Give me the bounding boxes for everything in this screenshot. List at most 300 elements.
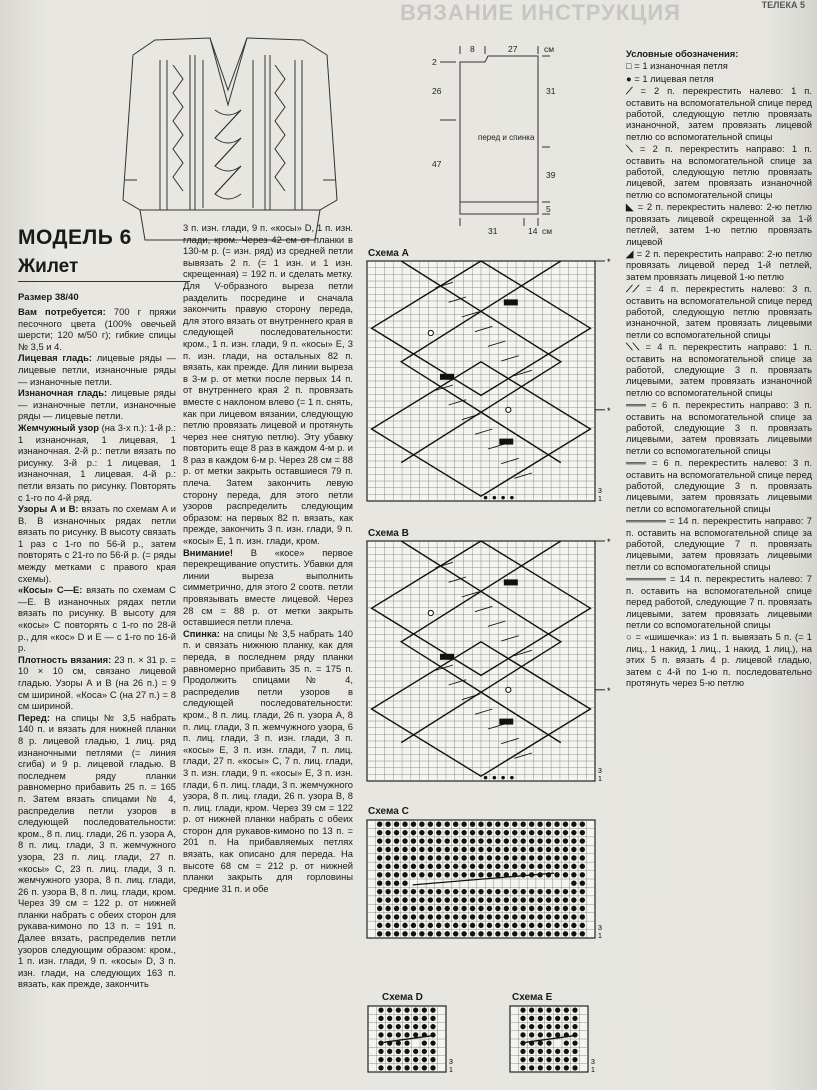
legend-item [626,457,812,514]
knit-stitch-mark [377,889,382,894]
knit-stitch-mark [504,855,509,860]
knit-stitch-mark [546,855,551,860]
knit-stitch-mark [385,872,390,877]
knit-stitch-mark [422,1024,427,1029]
knit-stitch-mark [445,838,450,843]
knit-stitch-mark [487,838,492,843]
knit-stitch-mark [385,855,390,860]
col1-paragraph [18,306,176,352]
knit-stitch-mark [571,897,576,902]
twist-mark [504,579,518,585]
knit-stitch-mark [419,897,424,902]
knit-stitch-mark [580,830,585,835]
knit-stitch-mark [402,830,407,835]
knit-stitch-mark [554,872,559,877]
knit-stitch-mark [445,864,450,869]
knit-stitch-mark [461,847,466,852]
row-number-1: 1 [598,496,602,503]
knit-stitch-mark [453,838,458,843]
knit-stitch-mark [453,914,458,919]
knit-stitch-mark [572,1057,577,1062]
knit-stitch-mark [428,822,433,827]
knit-stitch-mark [580,889,585,894]
twist-mark [440,374,454,380]
legend-text: = «шишечка»: из 1 п. вывязать 5 п. (= 1 лиц., 1 накид, 1 лиц., 1 накид, 1 лиц.), на этих 5 п. вязать 4 р. лицевой гладью, затем с 4-й по 1-ю п. последовательно протянуть через 5-ю петлю [626,631,812,688]
legend-symbol-icon: ═══ [626,457,646,469]
knit-stitch-mark [504,838,509,843]
legend-symbol-icon: ⟍ [626,143,633,155]
knit-stitch-mark [428,897,433,902]
knit-stitch-mark [430,1024,435,1029]
knit-stitch-mark [377,923,382,928]
knit-stitch-mark [563,923,568,928]
knit-stitch-mark [487,889,492,894]
legend-item [626,85,812,142]
row-mark-star: * [607,537,611,547]
paragraph-heading: Внимание! [183,546,233,558]
knit-stitch-mark [478,838,483,843]
model-size: Размер 38/40 [18,292,79,303]
knit-stitch-mark [538,1049,543,1054]
col1-paragraph [18,422,176,503]
knit-stitch-mark [487,923,492,928]
knit-stitch-mark [554,822,559,827]
knit-stitch-mark [478,931,483,936]
knit-stitch-mark [564,1040,569,1045]
knit-stitch-mark [554,889,559,894]
knit-stitch-mark [385,881,390,886]
knit-stitch-mark [529,822,534,827]
knit-stitch-mark [478,897,483,902]
knit-stitch-mark [571,872,576,877]
knit-stitch-mark [564,1016,569,1021]
legend-text: = 2 п. перекрестить налево: 1 п. оставить на вспомогательной спице перед работой, следующую петлю провязать изнаночной, затем провязать лицевой петлю со вспомогательной спицы [626,85,812,142]
knit-stitch-mark [529,906,534,911]
knit-stitch-mark [538,1032,543,1037]
knit-stitch-mark [378,1065,383,1070]
legend-item [626,248,812,282]
knit-stitch-mark [495,855,500,860]
knit-stitch-mark [413,1057,418,1062]
knit-stitch-mark [411,838,416,843]
knit-stitch-mark [478,855,483,860]
legend-text: = 4 п. перекрестить направо: 1 п. оставить на вспомогательной спице за работой, следующие 3 п. провязать лицевыми, затем провязать изнаночной петлю со вспомогательной спицы [626,341,812,398]
knit-stitch-mark [564,1007,569,1012]
knit-stitch-mark [520,1024,525,1029]
knit-stitch-mark [495,914,500,919]
legend-symbol-icon: ═══ [626,399,646,411]
knit-stitch-mark [495,923,500,928]
knit-stitch-mark [512,931,517,936]
knit-stitch-mark [555,1007,560,1012]
knit-stitch-mark [478,872,483,877]
knit-stitch-mark [402,881,407,886]
knit-stitch-mark [571,881,576,886]
knit-stitch-mark [394,914,399,919]
knit-stitch-mark [377,914,382,919]
knit-stitch-mark [413,1049,418,1054]
knit-stitch-mark [385,830,390,835]
knit-stitch-mark [571,864,576,869]
knit-stitch-mark [572,1065,577,1070]
schematic-label-right-3: 5 [546,204,551,214]
knit-stitch-mark [385,906,390,911]
knit-stitch-mark [554,864,559,869]
knit-stitch-mark [563,838,568,843]
knit-stitch-mark [394,881,399,886]
row-marks [595,537,611,783]
knit-stitch-mark [529,914,534,919]
paragraph-text: вязать по схемам С—Е. В изнаночных рядах петли вязать по рисунку. В высоту для «косы» С повторять с 1-го по 28-й р., для «кос» D и Е — с 1-го по 16-й р. [18,584,176,654]
knit-stitch-mark [385,897,390,902]
knit-stitch-mark [546,1016,551,1021]
knit-stitch-mark [521,914,526,919]
knit-stitch-mark [413,1032,418,1037]
col2-paragraph [183,628,353,895]
legend [626,48,812,689]
knit-stitch-mark [377,897,382,902]
legend-text: = 6 п. перекрестить налево: 3 п. оставить на вспомогательной спице перед работой, следующие 3 п. провязать лицевыми, затем провязать лицевыми петли со вспомогательной спицы [626,457,812,514]
row-number-1: 1 [591,1067,595,1074]
paragraph-heading: «Косы» С—Е: [18,584,83,596]
knit-stitch-mark [445,889,450,894]
col1-paragraph [18,352,176,387]
knit-stitch-mark [520,1040,525,1045]
row-number-1: 1 [598,776,602,783]
knit-stitch-mark [512,906,517,911]
knit-stitch-mark [387,1016,392,1021]
knit-stitch-mark [580,897,585,902]
knit-stitch-mark [470,889,475,894]
knit-stitch-mark [571,889,576,894]
knit-stitch-mark [387,1065,392,1070]
schematic-label-bottom-2: 14 [528,226,538,236]
knit-stitch-mark [546,847,551,852]
knit-stitch-mark [378,1057,383,1062]
knit-stitch-mark [521,838,526,843]
knit-stitch-mark [580,838,585,843]
knit-stitch-mark [495,872,500,877]
paragraph-heading: Вам потребуется: [18,306,106,317]
knit-stitch-mark [529,855,534,860]
schema-a-grid [367,257,611,511]
knit-stitch-mark [419,889,424,894]
knit-stitch-mark [453,931,458,936]
knit-stitch-mark [436,830,441,835]
legend-text: = 2 п. перекрестить направо: 1 п. оставить на вспомогательной спице за работой, следующую петлю провязать лицевой, затем провязать изнаночной петлю со вспомогательной спицы [626,143,812,200]
knit-stitch-mark [387,1032,392,1037]
knit-stitch-mark [428,914,433,919]
knit-stitch-mark [554,855,559,860]
knit-stitch-mark [478,906,483,911]
knit-stitch-mark [436,872,441,877]
knit-stitch-mark [419,822,424,827]
knit-stitch-mark [453,889,458,894]
knit-stitch-mark [404,1065,409,1070]
knit-stitch-mark [529,1057,534,1062]
knit-stitch-mark [495,822,500,827]
knit-stitch-mark [411,872,416,877]
knit-stitch-mark [580,864,585,869]
knit-stitch-mark [580,855,585,860]
title-divider [18,281,190,282]
knit-stitch-mark [495,889,500,894]
knit-stitch-mark [411,847,416,852]
knit-stitch-mark [404,1049,409,1054]
knit-stitch-mark [377,847,382,852]
knit-stitch-mark [430,1007,435,1012]
paragraph-text: (на 3-х п.): 1-й р.: 1 изнаночная, 1 лицевая, 1 изнаночная. 2-й р.: петли вязать по рисунку. 3-й р.: 1 лицевая, 1 изнаночная, 1 лицевая. 4-й р.: петли вязать по рисунку. Повторять с 1-го по 4-й ряд. [18,421,176,503]
knit-stitch-mark [478,822,483,827]
knit-stitch-mark [436,847,441,852]
knit-stitch-mark [411,897,416,902]
knit-stitch-mark [430,1049,435,1054]
knit-stitch-mark [521,864,526,869]
knit-stitch-mark [538,1007,543,1012]
bobble-mark [506,407,511,412]
schema-c-label: Схема С [368,806,409,817]
knit-stitch-mark [520,1016,525,1021]
knit-stitch-mark [428,889,433,894]
schematic-piece-label: перед и спинка [478,133,535,142]
knit-stitch-mark [394,847,399,852]
knit-stitch-mark [512,897,517,902]
knit-stitch-mark [580,881,585,886]
knit-stitch-mark [453,897,458,902]
knit-stitch-mark [546,838,551,843]
knit-stitch-mark [404,1057,409,1062]
knit-stitch-mark [470,914,475,919]
legend-heading: Условные обозначения: [626,48,739,59]
knit-stitch-mark [555,1016,560,1021]
knit-stitch-mark [537,931,542,936]
knit-stitch-mark [419,923,424,928]
paragraph-heading: Плотность вязания: [18,653,112,665]
model-title: МОДЕЛЬ 6 [18,226,132,249]
legend-item [626,201,812,247]
knit-stitch-mark [453,830,458,835]
knit-stitch-mark [572,1007,577,1012]
legend-symbol-icon: ⟋⟋ [626,283,640,295]
knit-stitch-mark [512,864,517,869]
legend-text: = 14 п. перекрестить налево: 7 п. оставить на вспомогательной спице перед работой, следующие 7 п. провязать лицевыми, затем провязать лицевыми петли со вспомогательной спицы [626,573,812,630]
paragraph-heading: Спинка: [183,627,220,639]
knit-stitch-mark [419,838,424,843]
knit-stitch-mark [495,931,500,936]
schematic-label-left-1: 2 [432,57,437,67]
knit-stitch-mark [385,931,390,936]
bobble-mark [428,610,433,615]
knit-stitch-mark [394,864,399,869]
knit-stitch-mark [445,914,450,919]
knit-stitch-mark [461,923,466,928]
knit-stitch-mark [538,1024,543,1029]
knit-stitch-mark [493,776,497,780]
knit-stitch-mark [546,897,551,902]
knit-stitch-mark [571,906,576,911]
knit-stitch-mark [546,923,551,928]
knit-stitch-mark [546,822,551,827]
knit-stitch-mark [422,1049,427,1054]
knit-stitch-mark [529,1007,534,1012]
legend-symbol-icon: ● [626,72,632,84]
knit-stitch-mark [436,923,441,928]
twist-mark [499,719,513,725]
knit-stitch-mark [487,855,492,860]
knit-stitch-mark [402,931,407,936]
legend-item [626,573,812,630]
col1-paragraph [18,503,176,584]
instructions-column-1 [18,306,176,990]
knit-stitch-mark [537,830,542,835]
knit-stitch-mark [546,1065,551,1070]
knit-stitch-mark [520,1065,525,1070]
paragraph-text: 23 п. × 31 р. = 10 × 10 см, связано лицевой гладью. Узоры А и В (на 26 п.) = 9 см шириной. «Коса» С (на 27 п.) = 8 см шириной. [18,653,176,712]
knit-stitch-mark [396,1024,401,1029]
legend-item [626,341,812,398]
knit-stitch-mark [564,1049,569,1054]
knit-stitch-mark [470,822,475,827]
col2-paragraph [183,547,353,628]
knit-stitch-mark [402,822,407,827]
knit-stitch-mark [504,914,509,919]
knit-stitch-mark [396,1040,401,1045]
knit-stitch-mark [529,1065,534,1070]
knit-stitch-mark [385,889,390,894]
knit-stitch-mark [396,1016,401,1021]
col1-paragraph [18,712,176,990]
knit-stitch-mark [453,847,458,852]
knit-stitch-mark [512,923,517,928]
knit-stitch-mark [521,822,526,827]
knit-stitch-mark [504,822,509,827]
knit-stitch-mark [428,864,433,869]
col1-paragraph [18,387,176,422]
knit-stitch-mark [470,847,475,852]
knit-stitch-mark [529,1049,534,1054]
knit-stitch-mark [510,496,514,500]
knit-stitch-mark [470,923,475,928]
model-subtitle: Жилет [18,256,79,277]
knit-stitch-mark [445,822,450,827]
knit-stitch-mark [563,889,568,894]
knit-stitch-mark [546,1007,551,1012]
legend-item [626,631,812,688]
knit-stitch-mark [404,1024,409,1029]
legend-symbol-icon: □ [626,60,632,72]
knit-stitch-mark [546,1049,551,1054]
knit-stitch-mark [453,855,458,860]
knit-stitch-mark [521,897,526,902]
knit-stitch-mark [537,864,542,869]
knit-stitch-mark [493,496,497,500]
knit-stitch-mark [478,847,483,852]
knit-stitch-mark [521,923,526,928]
knit-stitch-mark [461,931,466,936]
knit-stitch-mark [487,906,492,911]
knit-stitch-mark [563,931,568,936]
knit-stitch-mark [396,1065,401,1070]
knit-stitch-mark [470,838,475,843]
knit-stitch-mark [538,1040,543,1045]
legend-text: = 14 п. перекрестить направо: 7 п. оставить на вспомогательной спице за работой, следующие 7 п. провязать лицевыми, затем провязать лицевыми петли со вспомогательной спицы [626,515,812,572]
twist-mark [504,299,518,305]
knit-stitch-mark [461,855,466,860]
knit-stitch-mark [529,838,534,843]
knit-stitch-mark [430,1016,435,1021]
knit-stitch-mark [419,864,424,869]
schematic-label-right-2: 39 [546,170,556,180]
knit-stitch-mark [521,872,526,877]
knit-stitch-mark [554,931,559,936]
knit-stitch-mark [538,1016,543,1021]
knit-stitch-mark [495,830,500,835]
knit-stitch-mark [470,864,475,869]
instructions-column-2 [183,222,353,894]
knit-stitch-mark [555,1065,560,1070]
knit-stitch-mark [413,1024,418,1029]
knit-stitch-mark [430,1057,435,1062]
knit-stitch-mark [402,914,407,919]
knit-stitch-mark [422,1040,427,1045]
knit-stitch-mark [571,830,576,835]
schema-b-grid [367,537,611,791]
bobble-mark [506,687,511,692]
legend-item [626,515,812,572]
knit-stitch-mark [521,847,526,852]
knit-stitch-mark [394,889,399,894]
paragraph-heading: Перед: [18,711,50,723]
knit-stitch-mark [453,906,458,911]
knit-stitch-mark [484,496,488,500]
knit-stitch-mark [529,1024,534,1029]
paragraph-text: на спицы № 3,5 набрать 140 п. и вязать для нижней планки 8 р. лицевой гладью, 1 лиц. ряд изнаночными петлями (= линия сгиба) и 9 р. лицевой гладью. В последнем ряду планки равномерно прибавить 25 п. = 165 п. Затем вязать спицами № 4, распределив петли узоров в следующей последовательности: кром., 8 п. лиц. глади, 26 п. узора А, 8 п. лиц. глади, 3 п. жемчужного узора, 23 п. лиц. глади, 27 п. «косы» С, 23 п. лиц. глади, 3 п. жемчужного узора, 8 п. лиц. глади, 26 п. узора В, 8 п. лиц. глади, кром. Через 39 см = 122 р. от нижней планки набрать с обеих сторон для рукава-кимоно по 13 п. = 191 п. Далее вязать, распределив петли узоров следующим образом: кром., 1 п. изн. глади, 9 п. «косы» D, 3 п. изн. глади, на следующих 163 п. вязать, как прежде, закончить [18,711,176,990]
knit-stitch-mark [422,1007,427,1012]
schematic-label-unit-top: см [544,44,555,54]
knit-stitch-mark [436,822,441,827]
knit-stitch-mark [537,822,542,827]
legend-text: = 6 п. перекрестить направо: 3 п. оставить на вспомогательной спице за работой, следующие 3 п. провязать лицевыми, затем провязать лицевыми петли со вспомогательной спицы [626,399,812,456]
knit-stitch-mark [529,1016,534,1021]
knit-stitch-mark [378,1024,383,1029]
knit-stitch-mark [387,1007,392,1012]
knit-stitch-mark [413,1007,418,1012]
knit-stitch-mark [529,847,534,852]
knit-stitch-mark [436,914,441,919]
knit-stitch-mark [394,830,399,835]
knit-stitch-mark [546,931,551,936]
knit-stitch-mark [538,1057,543,1062]
knit-stitch-mark [520,1007,525,1012]
knit-stitch-mark [378,1007,383,1012]
knit-stitch-mark [461,822,466,827]
knit-stitch-mark [394,838,399,843]
knit-stitch-mark [563,864,568,869]
legend-symbol-icon: ◣ [626,201,635,213]
knit-stitch-mark [411,914,416,919]
row-mark-star: * [607,405,611,416]
knit-stitch-mark [419,872,424,877]
knit-stitch-mark [520,1057,525,1062]
knit-stitch-mark [436,864,441,869]
knit-stitch-mark [554,914,559,919]
knit-stitch-mark [404,1040,409,1045]
knit-stitch-mark [404,1016,409,1021]
knit-stitch-mark [571,923,576,928]
knit-stitch-mark [461,889,466,894]
col2-paragraph [183,222,353,547]
knit-stitch-mark [495,847,500,852]
